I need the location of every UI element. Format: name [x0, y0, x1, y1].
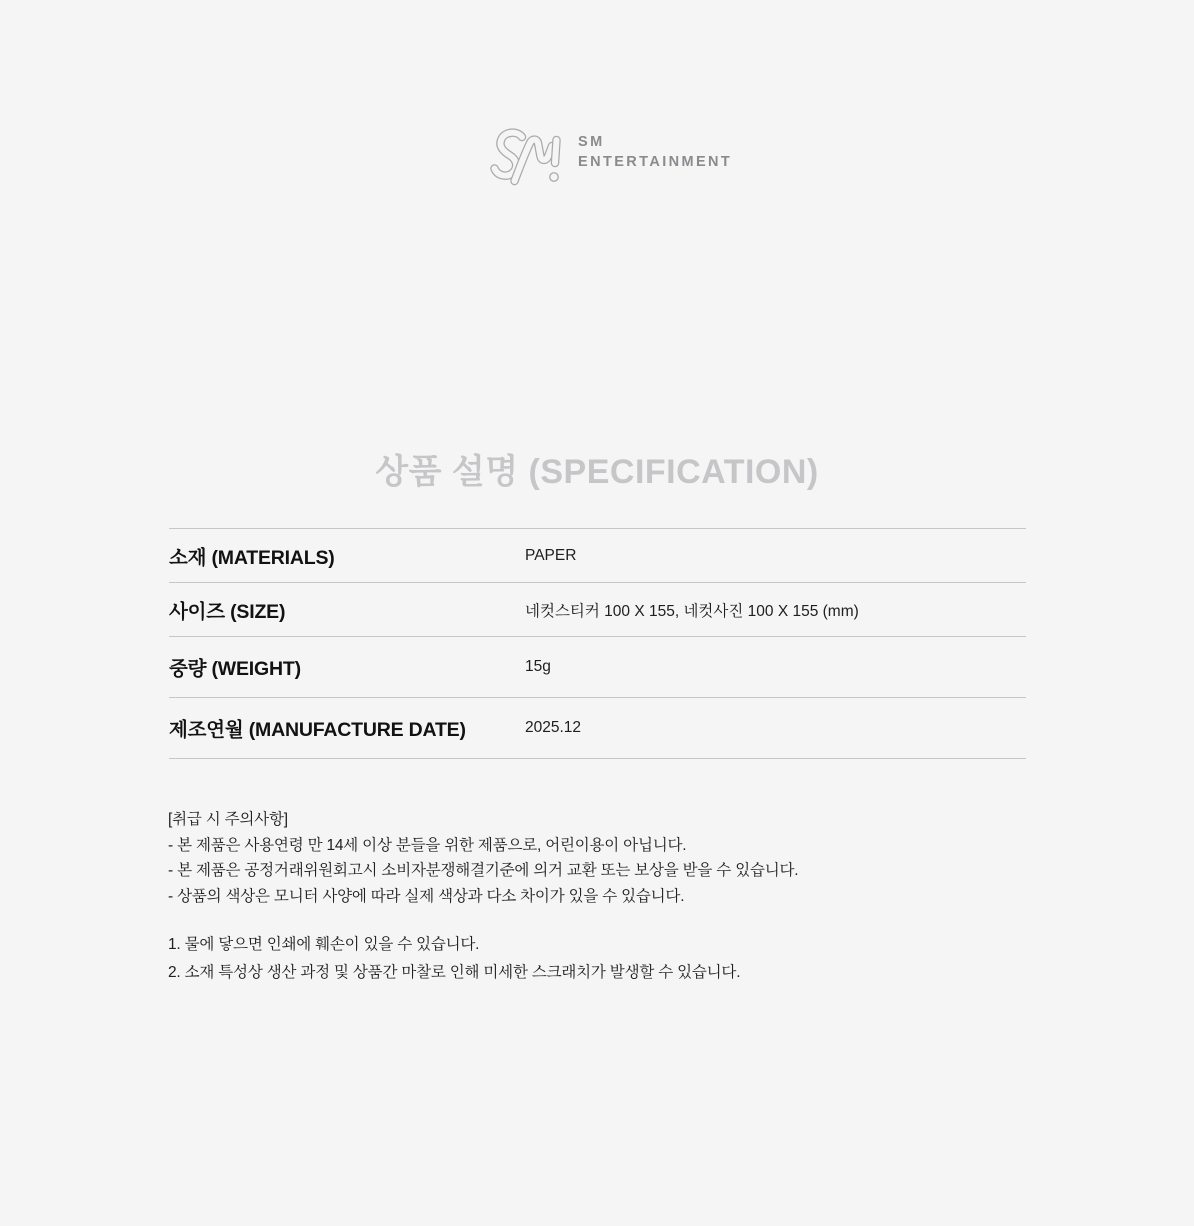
notice-item: - 상품의 색상은 모니터 사양에 따라 실제 색상과 다소 차이가 있을 수 있습니다. [168, 887, 685, 905]
sm-entertainment-logo-icon [487, 128, 563, 188]
spec-table [169, 528, 1026, 759]
spec-label-manufacture-date: 제조연월 (MANUFACTURE DATE) [169, 719, 466, 741]
spec-value-size: 네컷스티커 100 X 155, 네컷사진 100 X 155 (mm) [525, 602, 859, 620]
numbered-notice-item: 2. 소재 특성상 생산 과정 및 상품간 마찰로 인해 미세한 스크래치가 발생할 수 있습니다. [168, 963, 741, 981]
spec-value-weight: 15g [525, 658, 551, 675]
spec-label-weight: 중량 (WEIGHT) [169, 658, 301, 680]
handling-notices [168, 807, 798, 986]
spec-row-manufacture-date [169, 698, 1026, 759]
brand-logo [487, 128, 732, 188]
brand-wordmark-line2: ENTERTAINMENT [578, 153, 733, 170]
notice-item: - 본 제품은 사용연령 만 14세 이상 분들을 위한 제품으로, 어린이용이 아닙니다. [168, 836, 687, 854]
spec-row-materials [169, 529, 1026, 583]
brand-wordmark-line1: SM [578, 134, 605, 150]
spec-row-weight [169, 637, 1026, 698]
section-title: 상품 설명 (SPECIFICATION) [375, 453, 819, 491]
notice-item: - 본 제품은 공정거래위원회고시 소비자분쟁해결기준에 의거 교환 또는 보상을 받을 수 있습니다. [168, 862, 799, 879]
numbered-notices [168, 931, 798, 986]
spec-row-size [169, 583, 1026, 637]
spec-label-materials: 소재 (MATERIALS) [169, 546, 335, 569]
notices-heading: [취급 시 주의사항] [168, 811, 288, 828]
numbered-notice-item: 1. 물에 닿으면 인쇄에 훼손이 있을 수 있습니다. [168, 936, 480, 953]
brand-wordmark [578, 128, 732, 172]
spec-value-materials: PAPER [525, 546, 577, 564]
spec-label-size: 사이즈 (SIZE) [169, 600, 286, 623]
spec-value-manufacture-date: 2025.12 [525, 719, 582, 736]
